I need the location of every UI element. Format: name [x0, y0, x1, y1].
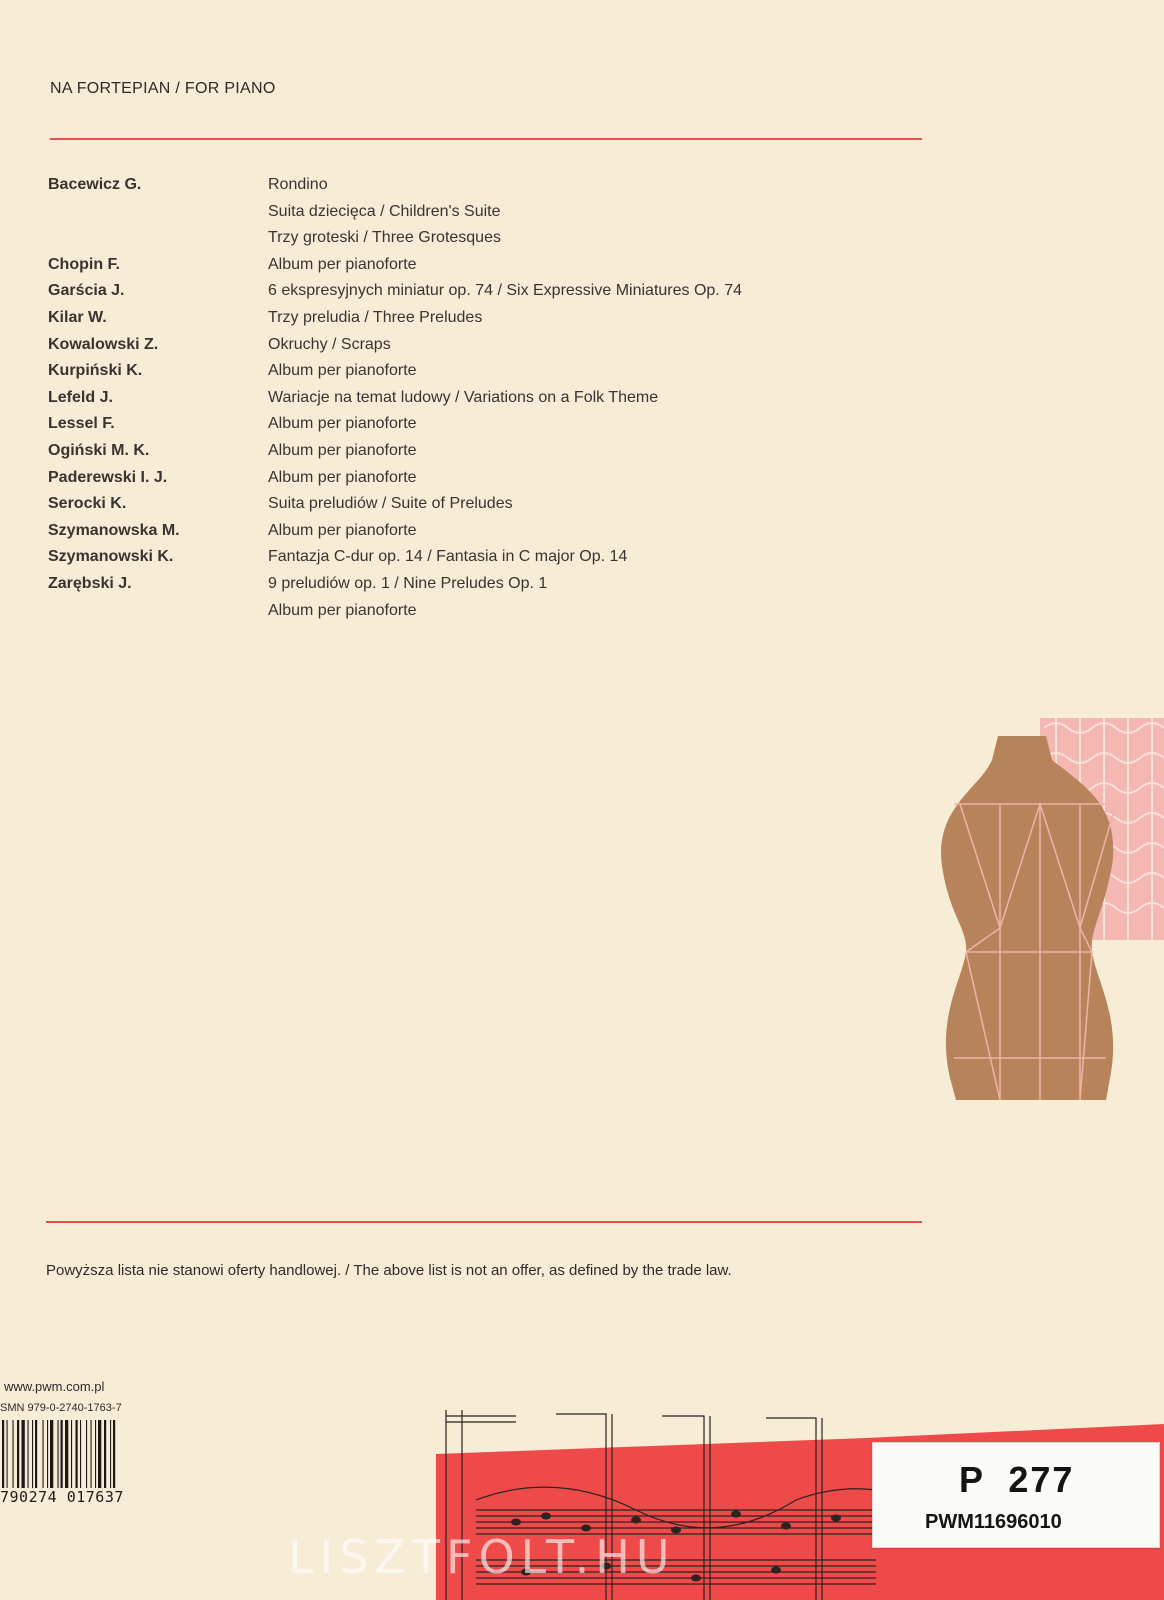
composer-name: Bacewicz G.: [48, 176, 142, 193]
work-title: Suita preludiów / Suite of Preludes: [268, 495, 513, 513]
catalog-entry: [48, 332, 868, 359]
composer-name: Kowalowski Z.: [48, 335, 159, 353]
work-title: Album per pianoforte: [268, 255, 417, 273]
vase-illustration: [940, 718, 1164, 1100]
works-list: [268, 305, 868, 332]
composer-name: Zarębski J.: [48, 574, 132, 592]
work-title: 9 preludiów op. 1 / Nine Preludes Op. 1: [268, 574, 548, 592]
catalog-list: [48, 172, 868, 624]
catalog-entry: [48, 491, 868, 518]
work-title: Album per pianoforte: [268, 521, 417, 539]
shop-label-code: P 277: [959, 1459, 1075, 1500]
catalog-entry: [48, 571, 868, 624]
works-list: [268, 252, 868, 279]
shop-price-label: [872, 1442, 1160, 1548]
barcode-icon: [0, 1420, 160, 1488]
catalog-entry: [48, 305, 868, 332]
catalog-entry: [48, 544, 868, 571]
catalog-entry: [48, 411, 868, 438]
work-title: Trzy preludia / Three Preludes: [268, 308, 483, 326]
work-title: Album per pianoforte: [268, 601, 417, 619]
composer-name: Lefeld J.: [48, 388, 113, 406]
vase-shape: [941, 736, 1113, 1100]
catalog-entry: [48, 252, 868, 279]
works-list: [268, 278, 868, 305]
work-title: Fantazja C-dur op. 14 / Fantasia in C major Op. 14: [268, 548, 628, 566]
catalog-entry: [48, 518, 868, 545]
works-list: [268, 438, 868, 465]
work-title: Album per pianoforte: [268, 415, 417, 433]
publisher-website: www.pwm.com.pl: [4, 1379, 105, 1394]
works-list: [268, 172, 868, 252]
disclaimer-text: Powyższa lista nie stanowi oferty handlowej. / The above list is not an offer, as defined by the trade law.: [46, 1262, 732, 1279]
catalog-entry: [48, 438, 868, 465]
works-list: [268, 465, 868, 492]
watermark: LISZTFOLT.HU: [288, 1530, 676, 1584]
catalog-entry: [48, 278, 868, 305]
catalog-entry: [48, 385, 868, 412]
works-list: [268, 411, 868, 438]
works-list: [268, 571, 868, 624]
works-list: [268, 544, 868, 571]
composer-name: Paderewski I. J.: [48, 468, 168, 486]
composer-name: Kurpiński K.: [48, 362, 143, 380]
works-list: [268, 491, 868, 518]
work-title: Album per pianoforte: [268, 441, 417, 459]
ismn-number: SMN 979-0-2740-1763-7: [0, 1402, 122, 1414]
work-title: Okruchy / Scraps: [268, 335, 391, 353]
composer-name: Garścia J.: [48, 282, 125, 300]
work-title: Wariacje na temat ludowy / Variations on a Folk Theme: [268, 388, 659, 406]
works-list: [268, 332, 868, 359]
works-list: [268, 518, 868, 545]
barcode-digits: 790274 017637: [0, 1488, 124, 1506]
bottom-divider: [46, 1221, 922, 1223]
work-title: 6 ekspresyjnych miniatur op. 74 / Six Expressive Miniatures Op. 74: [268, 282, 742, 300]
work-title: Rondino: [268, 176, 328, 193]
composer-name: Szymanowski K.: [48, 548, 174, 566]
catalog-entry: [48, 358, 868, 385]
works-list: [268, 385, 868, 412]
catalog-entry: [48, 172, 868, 252]
composer-name: Lessel F.: [48, 415, 115, 433]
works-list: [268, 358, 868, 385]
section-heading: NA FORTEPIAN / FOR PIANO: [50, 80, 276, 97]
top-divider: [50, 138, 922, 140]
composer-name: Kilar W.: [48, 308, 107, 326]
catalog-entry: [48, 465, 868, 492]
shop-label-sku: PWM11696010: [925, 1511, 1062, 1533]
composer-name: Ogiński M. K.: [48, 441, 150, 459]
work-title: Suita dziecięca / Children's Suite: [268, 202, 501, 220]
composer-name: Chopin F.: [48, 255, 120, 273]
composer-name: Szymanowska M.: [48, 521, 180, 539]
work-title: Album per pianoforte: [268, 362, 417, 380]
work-title: Album per pianoforte: [268, 468, 417, 486]
work-title: Trzy groteski / Three Grotesques: [268, 229, 501, 247]
composer-name: Serocki K.: [48, 495, 127, 513]
